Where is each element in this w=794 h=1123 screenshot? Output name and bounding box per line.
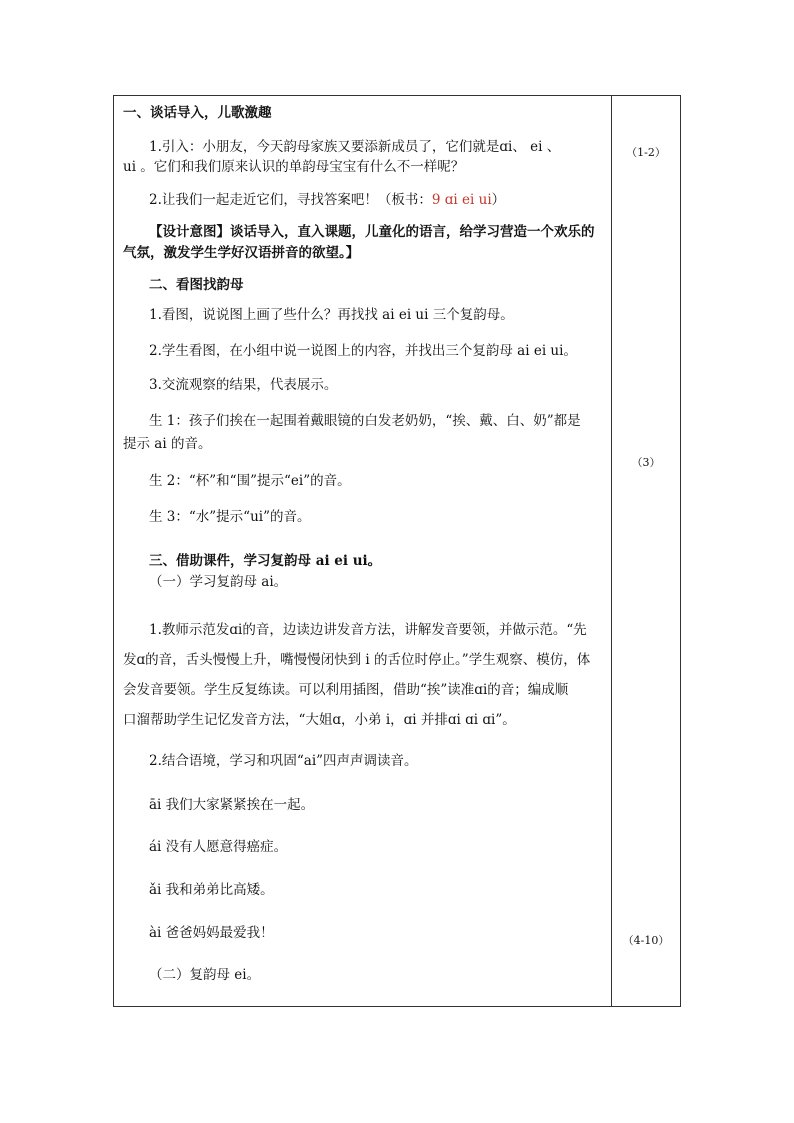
section2-para2: 2.学生看图，在小组中说一说图上的内容，并找出三个复韵母 ai ei ui。 (149, 343, 577, 359)
time-note-3: （4-10） (622, 934, 670, 947)
student1-line1: 生 1：孩子们挨在一起围着戴眼镜的白发老奶奶，“挨、戴、白、奶”都是 (149, 413, 581, 429)
section3-para1-line2: 发ɑ的音，舌头慢慢上升，嘴慢慢闭快到 i 的舌位时停止。”学生观察、模仿，体 (123, 652, 591, 668)
section2-para3: 3.交流观察的结果，代表展示。 (149, 377, 338, 393)
design-intent-line2: 气氛，激发学生学好汉语拼音的欲望。】 (123, 245, 360, 261)
section3-sub1: （一）学习复韵母 ai。 (149, 574, 288, 590)
lesson-table (113, 95, 681, 1007)
section3-title: 三、借助课件，学习复韵母 ai ei ui。 (149, 553, 382, 569)
section2-title: 二、看图找韵母 (149, 277, 244, 293)
section3-para1-line1: 1.教师示范发ɑi的音，边读边讲发音方法，讲解发音要领，并做示范。“先 (149, 622, 587, 638)
section1-para2-end: ） (491, 192, 506, 208)
section1-para2 (149, 191, 505, 209)
section3-sub2: （二）复韵母 ei。 (149, 967, 261, 983)
time-note-2: （3） (631, 456, 661, 469)
section1-para1-line2: ui 。它们和我们原来认识的单韵母宝宝有什么不一样呢？ (123, 159, 465, 175)
example-ai-tone2: ái 没有人愿意得癌症。 (149, 839, 288, 855)
section1-para2-text: 2.让我们一起走近它们，寻找答案吧！（板书： (149, 192, 432, 208)
student3: 生 3：“水”提示“ui”的音。 (149, 509, 311, 525)
example-ai-tone3: ǎi 我和弟弟比高矮。 (149, 882, 274, 898)
example-ai-tone4: ài 爸爸妈妈最爱我！ (149, 925, 274, 941)
student1-line2: 提示 ai 的音。 (123, 436, 212, 452)
section3-para1-line4: 口溜帮助学生记忆发音方法，“大姐ɑ，小弟 i，ɑi 并排ɑi ɑi ɑi”。 (123, 712, 516, 728)
section1-para1-line1: 1.引入：小朋友，今天韵母家族又要添新成员了，它们就是ɑi、 ei 、 (149, 139, 561, 155)
section1-title: 一、谈话导入，儿歌激趣 (123, 105, 272, 121)
example-ai-tone1: āi 我们大家紧紧挨在一起。 (149, 797, 315, 813)
section3-para1-line3: 会发音要领。学生反复练读。可以利用插图，借助“挨”读准ɑi的音；编成顺 (123, 682, 569, 698)
design-intent-line1: 【设计意图】谈话导入，直入课题，儿童化的语言，给学习营造一个欢乐的 (149, 224, 595, 240)
student2: 生 2：“杯”和“围”提示“ei”的音。 (149, 473, 351, 489)
section2-para1: 1.看图，说说图上画了些什么？再找找 ai ei ui 三个复韵母。 (149, 307, 514, 323)
board-writing: 9 ɑi ei ui (431, 192, 492, 208)
section3-para2: 2.结合语境，学习和巩固“ai”四声声调读音。 (149, 753, 418, 769)
column-divider (611, 96, 612, 1006)
time-note-1: （1-2） (626, 146, 666, 159)
